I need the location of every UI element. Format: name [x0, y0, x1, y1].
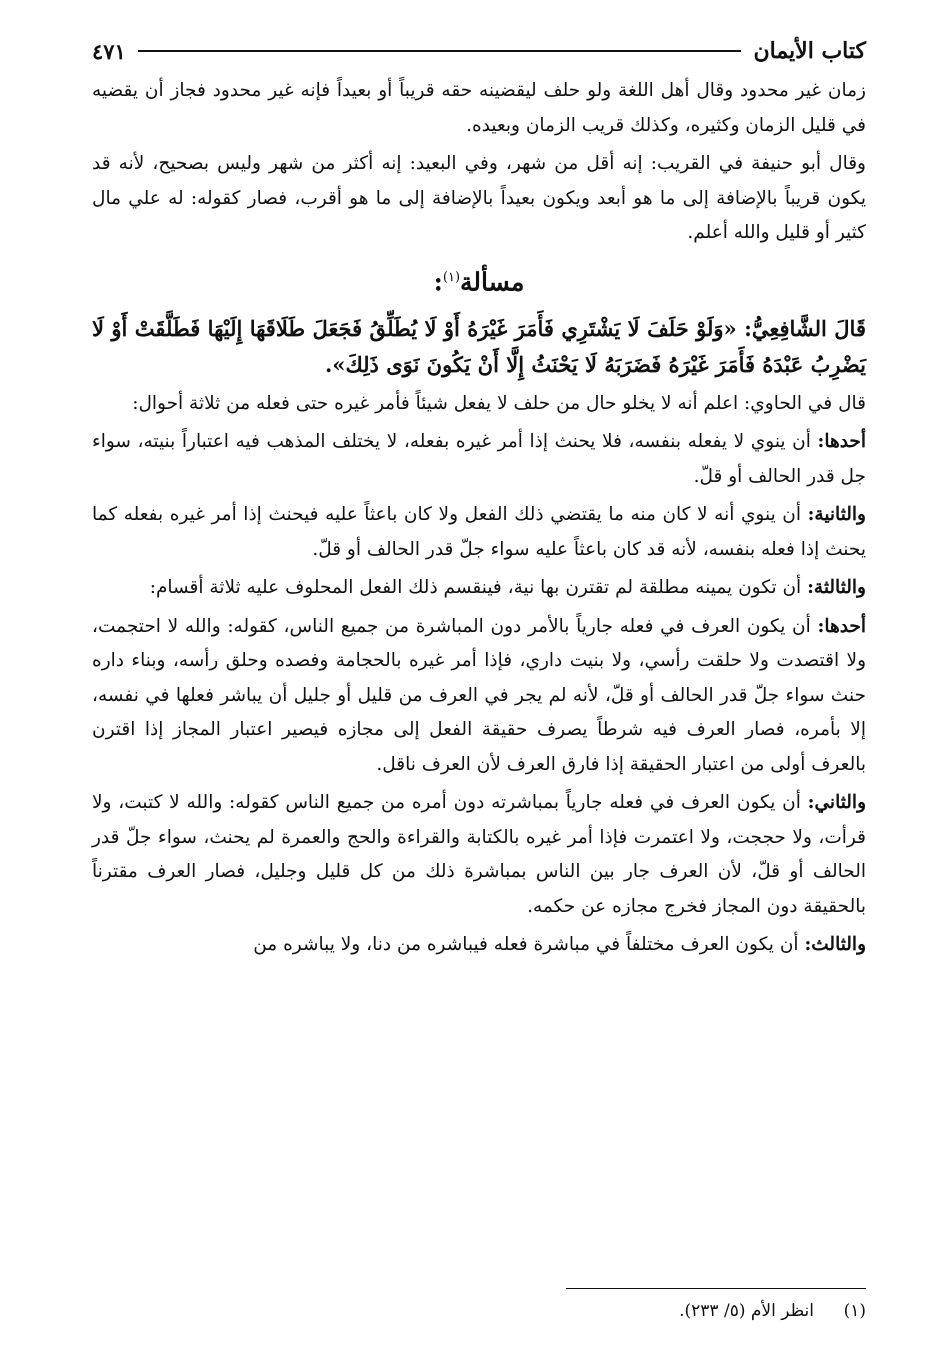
- paragraph-text: أن ينوي أنه لا كان منه ما يقتضي ذلك الفعل ولا كان باعثاً عليه فيحنث إذا أمر غيره بفعله كما يحنث إذا فعله بنفسه، لأنه قد كان باعثاً عليه سواء جلّ قدر الحالف أو قلّ.: [92, 504, 866, 560]
- running-header: [92, 30, 866, 72]
- paragraph: [92, 571, 866, 606]
- paragraph-label: والثالثة:: [807, 577, 866, 599]
- footnote: [92, 1297, 866, 1325]
- paragraph-label: والثالث:: [804, 934, 866, 956]
- masala-heading: [92, 257, 866, 303]
- page: [92, 30, 866, 967]
- paragraph-label: أحدها:: [817, 615, 866, 637]
- footnote-separator: [566, 1288, 866, 1289]
- intro-paragraph: وقال أبو حنيفة في القريب: إنه أقل من شهر، وفي البعيد: إنه أكثر من شهر وليس بصحيح، لأنه قد يكون قريباً بالإضافة إلى ما هو أبعد ويكون بعيداً بالإضافة إلى ما هو أقرب، فصار كقوله: له علي مال كثير أو قليل والله أعلم.: [92, 153, 866, 243]
- quote-speaker: قَالَ الشَّافِعِيُّ:: [744, 315, 866, 341]
- paragraph-label: والثاني:: [807, 792, 866, 814]
- masala-title: مسألة: [460, 266, 525, 296]
- paragraph: [92, 425, 866, 494]
- paragraph-text: أن يكون العرف مختلفاً في مباشرة فعله فيباشره من دنا، ولا يباشره من: [253, 934, 805, 956]
- paragraph-text: قال في الحاوي: اعلم أنه لا يخلو حال من حلف لا يفعل شيئاً فأمر غيره حتى فعله من ثلاثة أحوال:: [132, 392, 866, 414]
- paragraph: [92, 610, 866, 783]
- footnote-text: انظر الأم (٥/ ٢٣٣).: [679, 1301, 814, 1321]
- paragraph-text: أن ينوي لا يفعله بنفسه، فلا يحنث إذا أمر غيره بفعله، لا يختلف المذهب فيه اعتباراً بنيته، سواء جل قدر الحالف أو قلّ.: [92, 431, 866, 487]
- paragraph: [92, 786, 866, 924]
- page-number: ٤٧١: [92, 38, 126, 64]
- paragraph-label: أحدها:: [817, 431, 866, 453]
- paragraph-text: أن تكون يمينه مطلقة لم تقترن بها نية، فينقسم ذلك الفعل المحلوف عليه ثلاثة أقسام:: [149, 577, 808, 599]
- footnote-reference[interactable]: (١): [442, 269, 461, 285]
- paragraph-text: أن يكون العرف في فعله جارياً بالأمر دون المباشرة من جميع الناس، كقوله: والله لا احتجمت، ولا اقتصدت ولا حلقت رأسي، ولا بنيت داري، فإذا أمر غيره بالحجامة وفصده وحلق رأسه، وبناء داره حنث سواء جلّ قدر الحالف أو قلّ، لأنه لم يجر في العرف من قليل أو جليل أن يباشر فعلها في نفسه، إلا بأمره، فصار العرف فيه شرطاً يصرف حقيقة الفعل إلى مجازه فيصير اعتبار المجاز إذا اقترن بالعرف أولى من اعتبار الحقيقة إذا فارق العرف لأن العرف ناقل.: [92, 615, 866, 775]
- paragraph: [92, 387, 866, 422]
- body-text: [92, 74, 866, 963]
- paragraph-text: أن يكون العرف في فعله جارياً بمباشرته دون أمره من جميع الناس كقوله: والله لا كتبت، ولا قرأت، ولا حججت، ولا اعتمرت فإذا أمر غيره بالكتابة والقراءة والحج والعمرة لم يحنث، سواء جلّ قدر الحالف أو قلّ، لأن العرف جار بين الناس بمباشرة ذلك من كل قليل وجليل، فصار العرف مقترناً بالحقيقة دون المجاز فخرج مجازه عن حكمه.: [92, 792, 866, 917]
- intro-paragraph: زمان غير محدود وقال أهل اللغة ولو حلف ليقضينه حقه قريباً أو بعيداً فإنه غير محدود فجاز أن يقضيه في قليل الزمان وكثيره، وكذلك قريب الزمان وبعيده.: [92, 80, 866, 136]
- book-title: كتاب الأيمان: [753, 38, 866, 64]
- masala-suffix: :: [433, 266, 443, 296]
- quote-text: «وَلَوْ حَلَفَ لَا يَشْتَرِي فَأَمَرَ غَيْرَهُ أَوْ لَا يُطَلِّقُ فَجَعَلَ طَلَاقَهَا إِلَيْهَا فَطَلَّقَتْ أَوْ لَا يَضْرِبُ عَبْدَهُ فَأَمَرَ غَيْرَهُ فَضَرَبَهُ لَا يَحْنَثُ إِلَّا أَنْ يَكُونَ نَوَى ذَلِكَ».: [92, 315, 866, 377]
- footnote-area: [92, 1288, 866, 1325]
- paragraph: [92, 928, 866, 963]
- shafii-quote: [92, 311, 866, 383]
- footnote-marker: (١): [843, 1301, 866, 1321]
- paragraph-label: والثانية:: [807, 504, 866, 526]
- paragraph: [92, 498, 866, 567]
- header-rule: [138, 50, 742, 52]
